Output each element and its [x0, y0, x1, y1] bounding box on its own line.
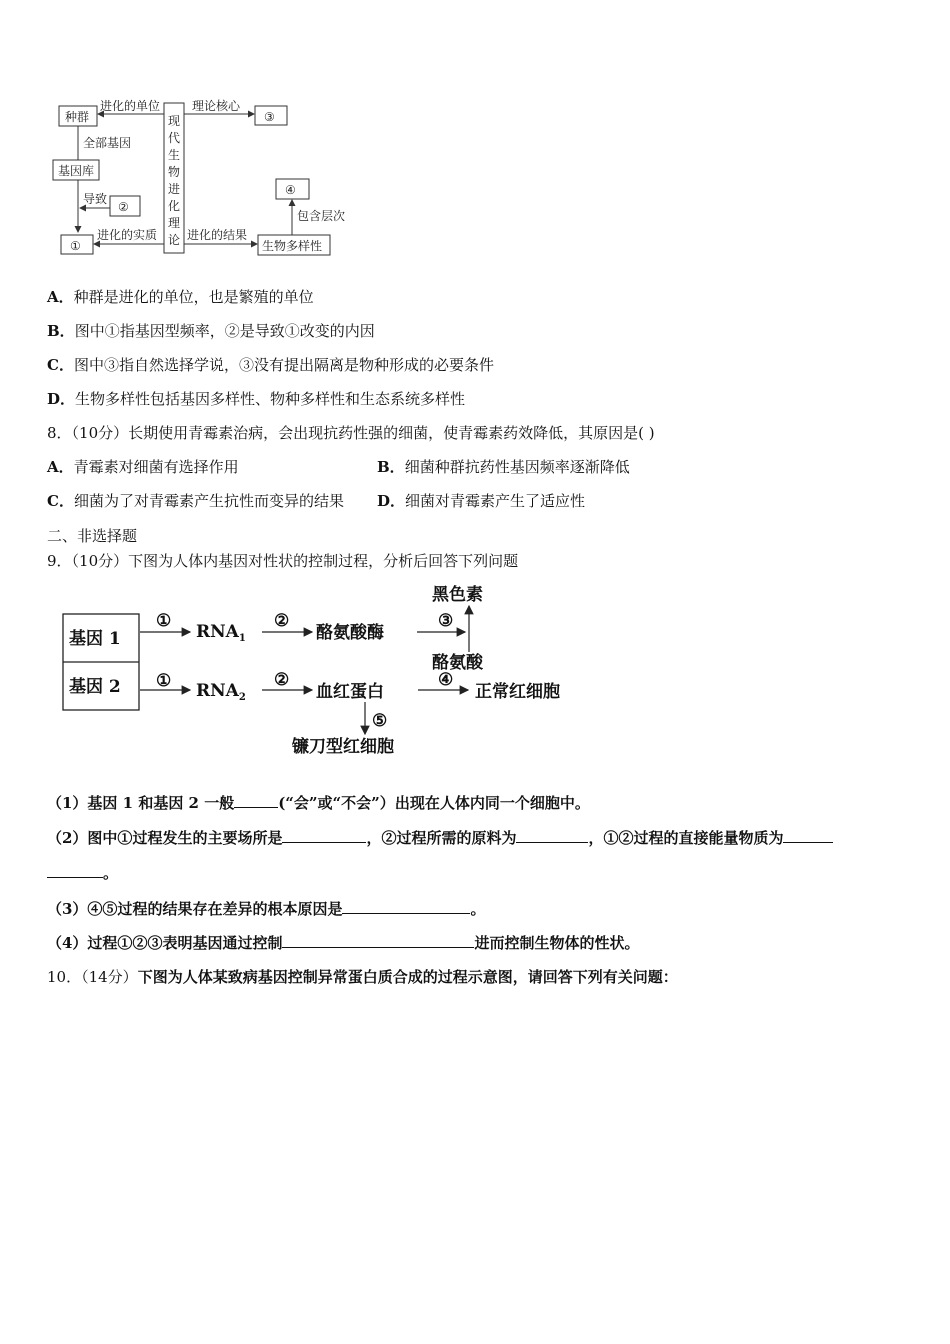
row2-circle5: ⑤ [372, 711, 388, 731]
center-char-7: 论 [168, 233, 181, 247]
q8-option-d-letter: D． [377, 492, 406, 510]
row1-circle2: ② [274, 611, 290, 631]
q9-part4-blank[interactable] [282, 935, 474, 948]
evolution-concept-diagram [50, 96, 360, 266]
rna1-text: RNA [196, 622, 239, 642]
q8-option-d [377, 490, 585, 511]
circle3-label: ③ [264, 110, 275, 124]
q9-score: （10分） [71, 552, 129, 570]
q9-part2-blank3-cont[interactable] [47, 865, 103, 878]
q7-option-c-text: 图中③指自然选择学说，③没有提出隔离是物种形成的必要条件 [73, 356, 494, 374]
row1-circle3: ③ [438, 611, 454, 631]
row2-circle2: ② [274, 670, 290, 690]
hemoglobin-label: 血红蛋白 [316, 682, 384, 702]
center-char-5: 化 [168, 199, 181, 213]
q8-option-c-text: 细菌为了对青霉素产生抗性而变异的结果 [73, 492, 344, 510]
rna2-sub: 2 [238, 692, 246, 703]
q8-option-a [47, 456, 239, 477]
q9-part3-b: 。 [470, 900, 486, 918]
sickle-rbc-label: 镰刀型红细胞 [292, 737, 394, 757]
center-char-4: 进 [168, 182, 181, 196]
q9-part4-a: （4）过程①②③表明基因通过控制 [47, 934, 283, 952]
q9-part2-b: ，②过程所需的原料为 [366, 829, 517, 847]
q9-stem [47, 550, 518, 571]
q7-option-c [47, 354, 494, 375]
q9-part2-c: ，①②过程的直接能量物质为 [588, 829, 784, 847]
rna1-label [196, 622, 246, 644]
center-char-6: 理 [168, 216, 181, 230]
gene2-label: 基因 2 [69, 677, 121, 697]
q9-stem-text: 下图为人体内基因对性状的控制过程，分析后回答下列问题 [128, 552, 519, 570]
q8-option-a-letter: A． [47, 458, 74, 476]
center-char-1: 代 [168, 131, 181, 145]
q9-part1 [47, 792, 590, 813]
q8-option-b-letter: B． [377, 458, 405, 476]
q9-part2-a: （2）图中①过程发生的主要场所是 [47, 829, 283, 847]
q7-option-b [47, 320, 375, 341]
q8-score: （10分） [71, 424, 129, 442]
includes-levels-label: 包含层次 [297, 209, 346, 223]
center-char-0: 现 [168, 114, 181, 128]
biodiversity-label: 生物多样性 [262, 239, 323, 253]
q8-option-b [377, 456, 630, 477]
q7-option-d-text: 生物多样性包括基因多样性、物种多样性和生态系统多样性 [75, 390, 466, 408]
row2-circle1: ① [156, 671, 172, 691]
q9-part4-b: 进而控制生物体的性状。 [474, 934, 640, 952]
q7-option-a-text: 种群是进化的单位，也是繁殖的单位 [73, 288, 314, 306]
center-char-3: 物 [168, 165, 181, 179]
q9-part3 [47, 898, 485, 919]
gene-pool-label: 基因库 [58, 164, 95, 178]
unit-of-evolution-label: 进化的单位 [100, 99, 161, 113]
q9-part3-blank[interactable] [342, 901, 470, 914]
q7-option-d [47, 388, 465, 409]
q9-part2 [47, 827, 833, 848]
circle2-label: ② [118, 200, 129, 214]
q10-score: （14分） [81, 968, 138, 986]
q9-part2-end: 。 [103, 864, 119, 882]
q7-option-d-letter: D． [47, 390, 76, 408]
row2-circle4: ④ [438, 670, 454, 690]
section-title: 二、非选择题 [47, 527, 138, 545]
essence-of-evolution-label: 进化的实质 [97, 228, 158, 242]
gene-control-diagram [60, 582, 620, 762]
tyrosine-label: 酪氨酸 [432, 653, 483, 673]
q9-part1-blank[interactable] [234, 795, 278, 808]
q9-part3-a: （3）④⑤过程的结果存在差异的根本原因是 [47, 900, 343, 918]
gene1-label: 基因 1 [69, 629, 121, 649]
leads-to-label: 导致 [83, 192, 108, 206]
q8-option-c [47, 490, 344, 511]
q8-option-d-text: 细菌对青霉素产生了适应性 [405, 492, 586, 510]
theory-core-label: 理论核心 [192, 99, 241, 113]
rna2-text: RNA [196, 681, 239, 701]
q10-stem [47, 966, 678, 987]
q9-part2-cont [47, 862, 118, 883]
q9-number: 9． [47, 552, 72, 570]
rna1-sub: 1 [238, 633, 246, 644]
q9-part2-blank2[interactable] [516, 830, 588, 843]
q8-stem [47, 422, 655, 443]
q7-option-b-letter: B． [47, 322, 75, 340]
q8-stem-text: 长期使用青霉素治病，会出现抗药性强的细菌，使青霉素药效降低，其原因是( ) [128, 424, 655, 442]
normal-rbc-label: 正常红细胞 [475, 682, 560, 702]
q9-part1-b: (“会”或“不会”）出现在人体内同一个细胞中。 [278, 794, 590, 812]
all-genes-label: 全部基因 [83, 136, 132, 150]
q9-part2-blank1[interactable] [282, 830, 366, 843]
q7-option-b-text: 图中①指基因型频率，②是导致①改变的内因 [74, 322, 375, 340]
q9-part1-a: （1）基因 1 和基因 2 一般 [47, 794, 235, 812]
q8-option-c-letter: C． [47, 492, 74, 510]
center-char-2: 生 [168, 148, 181, 162]
q10-number: 10． [47, 968, 82, 986]
row1-circle1: ① [156, 611, 172, 631]
tyrosinase-label: 酪氨酸酶 [316, 623, 384, 643]
circle1-label: ① [70, 239, 81, 253]
q8-number: 8． [47, 424, 72, 442]
q9-part2-blank3[interactable] [783, 830, 833, 843]
result-of-evolution-label: 进化的结果 [187, 228, 248, 242]
q8-option-b-text: 细菌种群抗药性基因频率逐渐降低 [404, 458, 630, 476]
q8-option-a-text: 青霉素对细菌有选择作用 [73, 458, 239, 476]
q10-stem-text: 下图为人体某致病基因控制异常蛋白质合成的过程示意图，请回答下列有关问题： [137, 968, 678, 986]
melanin-label: 黑色素 [432, 585, 483, 605]
q7-option-c-letter: C． [47, 356, 74, 374]
population-label: 种群 [65, 110, 90, 124]
q7-option-a [47, 286, 314, 307]
rna2-label [196, 681, 246, 703]
q7-option-a-letter: A． [47, 288, 74, 306]
circle4-label: ④ [285, 183, 296, 197]
q9-part4 [47, 932, 639, 953]
